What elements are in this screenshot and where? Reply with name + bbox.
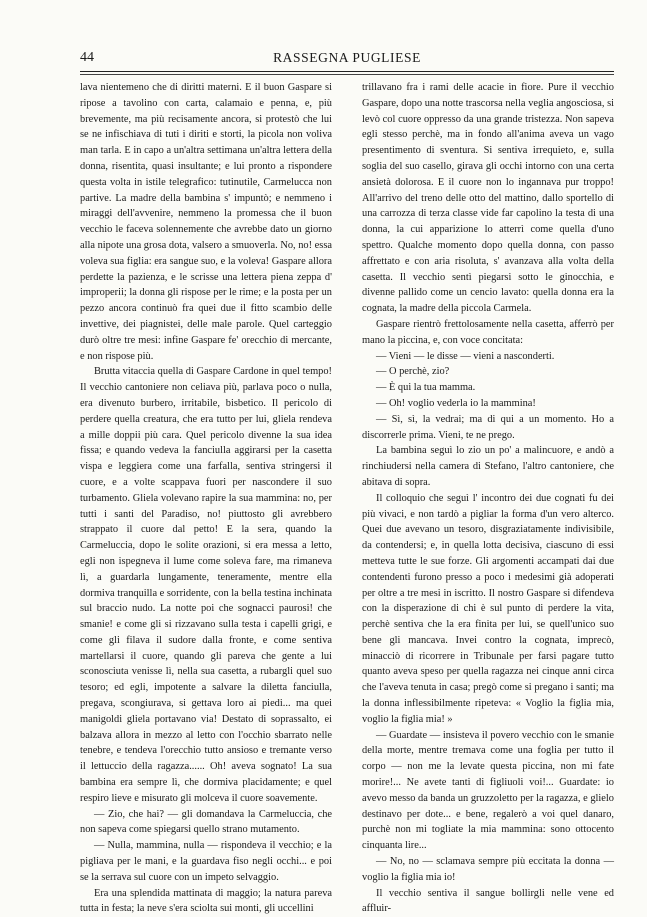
right-column xyxy=(362,80,614,917)
header-rule xyxy=(80,71,614,72)
running-header xyxy=(80,50,614,70)
left-column xyxy=(80,80,332,917)
dialogue-line: — È qui la tua mamma. xyxy=(376,382,476,394)
paragraph: La bambina seguì lo zio un po' a malincuore, e andò a rinchiudersi nella camera di Stefano, l'altro cantoniere, che abitava di sopra. xyxy=(362,445,614,488)
dialogue-line: — Oh! voglio vederla io la mammina! xyxy=(376,397,536,409)
running-title: RASSEGNA PUGLIESE xyxy=(273,50,421,65)
dialogue-line: — Guardate — insisteva il povero vecchio con le smanie della morte, mentre tremava come una foglia per tutto il corpo — non me la levate questa piccina, non mi fate morire!... Ne avete tanti di figliuoli voi!... Guardate: io avevo messo da banda un gruzzoletto per la ragazza, e glielo destinavo per dote... e bene, regalerò a voi quel danaro, purchè non mi togliate la mia mammina: sono ottocento cinquanta lire... xyxy=(362,729,614,852)
paragraph: Era una splendida mattinata di maggio; la natura pareva tutta in festa; la neve s'era sciolta sui monti, gli uccellini xyxy=(80,887,332,915)
paragraph: Il vecchio sentiva il sangue bollirgli nelle vene ed affluir- xyxy=(362,887,614,915)
dialogue-line: — Vieni — le disse — vieni a nasconderti. xyxy=(376,350,555,362)
paragraph: Il colloquio che seguì l' incontro dei due cognati fu dei più vivaci, e non tardò a pigliar la forma d'un vero alterco. Quei due avevano un tesoro, disgraziatamente indivisibile, da contendersi; e, in quella lotta decisiva, ciascuno di essi metteva tutte le sue forze. Gli argomenti accampati dai due contendenti furono presso a poco i medesimi già adoperati per oltre a tre mesi in iscritto. Il nostro Gaspare si difendeva con la disperazione di chi è sul punto di perdere la vita, perchè sentiva che la era finita per lui, se quell'unico suo bene gli mancava. Invei contro la cognata, imprecò, minacciò di ricorrere in Tribunale per farsi pagare tutto quanto aveva speso per quella ragazza nei cinque anni circa che l'aveva tenuta in casa; pregò come si pregano i santi; ma la donna inflessibilmente ripeteva: « Voglio la figlia mia, voglio la figlia mia! » xyxy=(362,492,614,725)
dialogue-line: — O perchè, zio? xyxy=(376,366,450,378)
dialogue-line: — Nulla, mammina, nulla — rispondeva il vecchio; e la pigliava per le mani, e la guardava fiso negli occhi... e poi se la serrava sul cuore con un impeto selvaggio. xyxy=(80,840,332,883)
paragraph: lava nientemeno che di diritti materni. E il buon Gaspare si ripose a tavolino con carta, calamaio e penna, e, più brevemente, ma più recisamente ancora, si protestò che lui se ne infischiava di tuti i diriti e storti, la picola non voliva man tarla. E in capo a un'altra settimana un'altra lettera della donna, risentita, quasi insultante; e lui pronto a rispondere questa volta in istile telegrafico: tutinutile, Carmelucca non partive. La madre della bambina s' impuntò; e nemmeno i miraggi dell'avvenire, nemmeno la promessa che il buon vecchio le faceva solennemente che avrebbe dato un giorno alla nipote una grosa dota, valsero a smuoverla. No, no! essa voleva sua figlia: era sangue suo, e la voleva! Gaspare allora perdette la pazienza, e le scrisse una lettera piena zeppa d' improperii; la donna gli rispose per le rime; e la posta per un pezzo ancora continuò fra quei due il fitto scambio delle invettive, dei piagnistei, delle male parole. Quel carteggio durò oltre tre mesi: infine Gaspare fe' orecchio di mercante, e non rispose più. xyxy=(80,82,332,362)
paragraph: trillavano fra i rami delle acacie in fiore. Pure il vecchio Gaspare, dopo una notte trascorsa nella veglia angosciosa, si levò col cuore oppresso da una grande tristezza. Non sapeva egli stesso perchè, ma in fondo all'anima aveva un vago presentimento di sventura. Si sentiva irrequieto, e, sulla soglia del suo casello, girava gli occhi intorno con una certa ansietà dolorosa. E il cuore non lo ingannava pur troppo! All'arrivo del treno delle otto del mattino, dallo sportello di una carrozza di terza classe vide far capolino la testa di una donna, la cui apparizione lo atterrì come quella d'uno spettro. Qualche momento dopo quella donna, con passo affrettato e con aria risoluta, s' avanzava alla volta della casetta. Il vecchio sentì piegarsi sotto le ginocchia, e divenne pallido come un cencio lavato: quella donna era la cognata, la madre della piccola Carmela. xyxy=(362,82,614,315)
paragraph: Gaspare rientrò frettolosamente nella casetta, afferrò per mano la piccina, e, con voce concitata: xyxy=(362,318,614,346)
dialogue-line: — Zio, che hai? — gli domandava la Carmeluccia, che non sapeva come spiegarsi quello strano mutamento. xyxy=(80,808,332,836)
header-rule-thin xyxy=(80,74,614,75)
paragraph: Brutta vitaccia quella di Gaspare Cardone in quel tempo! Il vecchio cantoniere non celiava più, parlava poco o nulla, era divenuto burbero, irritabile, bisbetico. Il pericolo di perdere quella creatura, che era tutto per lui, gliela rendeva a mille doppii più cara. Quel pericolo divenne la sua idea fissa; e quando vedeva la fanciulla aggirarsi per la casetta vispa e leggiera come una farfalla, sentiva stringersi il cuore, e a volte scappava fuori per nascondere il suo turbamento. Gliela volevano rapire la sua mammina: no, per tutti i santi del Paradiso, no! piuttosto gli avrebbero strappato il cuore dal petto! E la sera, quando la Carmeluccia, dopo le solite orazioni, si era messa a letto, egli non ispegneva il lume come soleva fare, ma rimaneva lì, a guardarla lungamente, teneramente, mentre ella dormiva tranquilla e sorridente, con la bella testina inchinata sul braccio nudo. La notte poi che sognacci paurosi! che smanie! e come gli si rizzavano sulla testa i capelli grigi, e come gli filava il sudore dalla fronte, e come sentiva martellarsi il cuore, quando gli pareva che gente a lui sconosciuta venisse lì, nella sua casetta, a rubargli quel suo tesoro; ed egli, impotente a salvare la diletta fanciulla, pregava, scongiurava, si gettava loro ai piedi... ma quei manigoldi gliela portavano via! Destato di soprassalto, ei balzava allora in mezzo al letto con l'occhio sbarrato nelle tenebre, e tendeva l'orecchio tutto ansioso e tremante verso il lettuccio della ragazza...... Oh! aveva sognato! La sua bambina era sempre lì, che dormiva placidamente; e quel respiro lieve e misurato gli molceva il cuore soavemente. xyxy=(80,366,332,804)
page-number: 44 xyxy=(80,50,94,65)
dialogue-line: — No, no — sclamava sempre più eccitata la donna — voglio la figlia mia io! xyxy=(362,856,614,883)
dialogue-line: — Sì, sì, la vedrai; ma di qui a un momento. Ho a discorrerle prima. Vieni, te ne prego. xyxy=(362,413,614,441)
